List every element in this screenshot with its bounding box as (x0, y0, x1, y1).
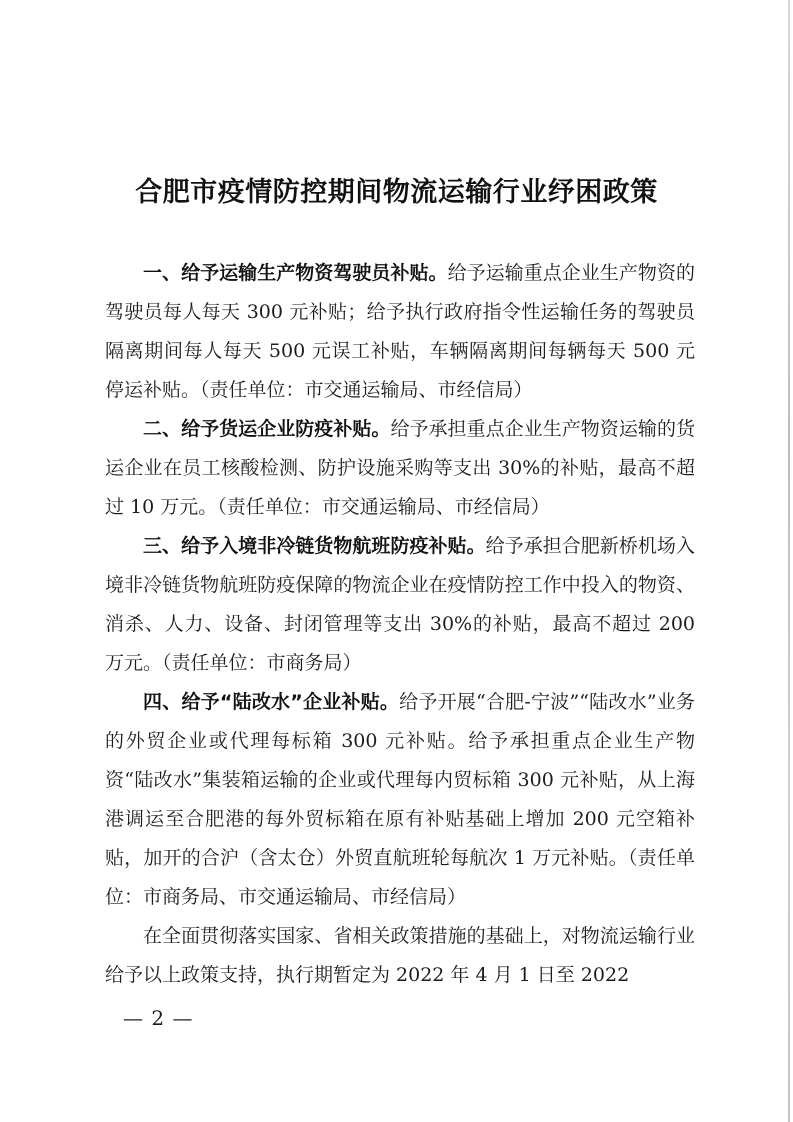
paragraph-2-text: 给予承担重点企业生产物资运输的货运企业在员工核酸检测、防护设施采购等支出 30%的补贴，最高不超过 10 万元。（责任单位：市交通运输局、市经信局） (105, 418, 695, 518)
paragraph-4-text: 给予开展“合肥-宁波”“陆改水”业务的外贸企业或代理每标箱 300 元补贴。给予承担重点企业生产物资“陆改水”集装箱运输的企业或代理每内贸标箱 300 元补贴，从上海港调运至合肥港的每外贸标箱在原有补贴基础上增加 200 元空箱补贴，加开的合沪（含太仓）外贸直航班轮每航次 1 万元补贴。（责任单位：市商务局、市交通运输局、市经信局） (105, 691, 695, 908)
paragraph-1-heading: 一、给予运输生产物资驾驶员补贴。 (143, 262, 448, 284)
paragraph-5-text: 在全面贯彻落实国家、省相关政策措施的基础上，对物流运输行业给予以上政策支持，执行期暂定为 2022 年 4 月 1 日至 2022 (105, 925, 695, 986)
page-number: — 2 — (123, 1006, 194, 1030)
paragraph-4-heading: 四、给予“陆改水”企业补贴。 (143, 691, 400, 713)
paragraph-4 (105, 683, 695, 917)
paragraph-2-heading: 二、给予货运企业防疫补贴。 (143, 418, 391, 440)
paragraph-5 (105, 917, 695, 995)
paragraph-3 (105, 527, 695, 683)
paragraph-1-text: 给予运输重点企业生产物资的驾驶员每人每天 300 元补贴；给予执行政府指令性运输任务的驾驶员隔离期间每人每天 500 元误工补贴，车辆隔离期间每辆每天 500 元停运补贴。（责任单位：市交通运输局、市经信局） (105, 262, 695, 401)
paragraph-3-text: 给予承担合肥新桥机场入境非冷链货物航班防疫保障的物流企业在疫情防控工作中投入的物资、消杀、人力、设备、封闭管理等支出 30%的补贴，最高不超过 200 万元。（责任单位：市商务局） (105, 535, 695, 674)
paragraph-1 (105, 254, 695, 410)
document-body (105, 254, 695, 995)
paragraph-3-heading: 三、给予入境非冷链货物航班防疫补贴。 (143, 535, 486, 557)
document-title: 合肥市疫情防控期间物流运输行业纾困政策 (135, 177, 658, 208)
page-edge-line (788, 0, 790, 1122)
paragraph-2 (105, 410, 695, 527)
